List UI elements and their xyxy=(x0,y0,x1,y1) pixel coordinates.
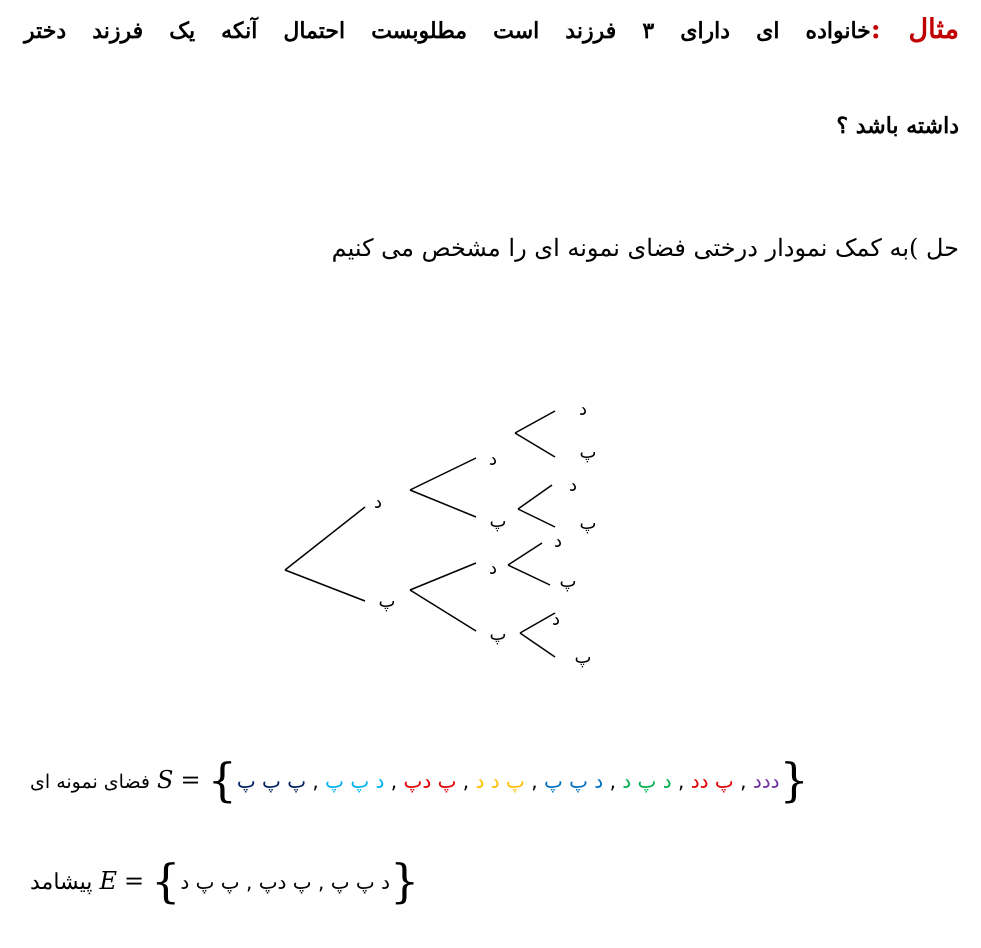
tree-branch xyxy=(410,590,476,631)
outcome-separator: , xyxy=(384,769,404,793)
outcome-separator: , xyxy=(603,769,623,793)
outcome-separator: , xyxy=(311,870,331,894)
sample-outcome: پ دد xyxy=(690,769,734,793)
sample-outcome: پ پ پ xyxy=(236,769,307,793)
tree-branch xyxy=(515,433,555,457)
tree-node-level1-boy: پ xyxy=(378,591,396,612)
sample-outcome: ددد xyxy=(752,769,780,793)
problem-statement xyxy=(24,14,959,45)
tree-node-level3: پ xyxy=(579,513,597,534)
tree-branch xyxy=(285,570,365,601)
outcome-separator: , xyxy=(524,769,544,793)
tree-branch xyxy=(515,411,555,433)
sample-outcome: د پ پ xyxy=(543,769,604,793)
tree-branch xyxy=(518,485,552,509)
tree-branch xyxy=(508,565,550,585)
event-outcome: پ پ د xyxy=(180,870,240,894)
close-brace: } xyxy=(390,854,420,908)
sample-outcome: پ دپ xyxy=(403,769,457,793)
close-brace: } xyxy=(779,753,809,807)
equals-sign: = xyxy=(180,766,201,794)
event-outcomes xyxy=(180,870,390,894)
tree-node-level3: پ xyxy=(574,647,592,668)
tree-branch xyxy=(508,543,542,565)
tree-node-level3: د xyxy=(578,399,588,420)
tree-node-level2: د xyxy=(488,449,498,470)
tree-branch xyxy=(410,458,476,490)
tree-node-level2: پ xyxy=(489,624,507,645)
tree-branch xyxy=(520,613,555,633)
tree-node-level3: د xyxy=(551,609,561,630)
event-symbol: E xyxy=(99,867,117,895)
outcome-separator: , xyxy=(239,870,259,894)
event-label: پیشامد xyxy=(30,870,93,895)
sample-outcome: د پ د xyxy=(622,769,672,793)
tree-node-level2: پ xyxy=(489,511,507,532)
outcome-separator: , xyxy=(456,769,476,793)
tree-branch xyxy=(410,490,476,517)
event-equation xyxy=(30,854,420,908)
problem-text: خانواده ای دارای ۳ فرزند است مطلوبست احتمال آنکه یک فرزند دختر xyxy=(24,18,871,44)
sample-outcome: پ د د xyxy=(475,769,525,793)
tree-branch xyxy=(285,507,365,570)
tree-node-level3: د xyxy=(553,531,563,552)
sample-space-equation xyxy=(30,753,809,807)
solution-intro: حل )به کمک نمودار درختی فضای نمونه ای را مشخص می کنیم xyxy=(331,234,959,262)
tree-branch xyxy=(410,563,476,590)
problem-text-continued: داشته باشد ؟ xyxy=(836,113,959,139)
event-outcome: پ دپ xyxy=(258,870,312,894)
sample-outcome: د پ پ xyxy=(325,769,385,793)
open-brace: { xyxy=(151,854,181,908)
tree-node-level1-girl: د xyxy=(373,492,383,513)
outcome-separator: , xyxy=(671,769,691,793)
event-outcome: د پ پ xyxy=(330,870,390,894)
probability-tree-diagram xyxy=(250,395,630,680)
example-label: مثال : xyxy=(870,14,960,45)
outcome-separator: , xyxy=(306,769,326,793)
tree-node-level3: د xyxy=(568,475,578,496)
open-brace: { xyxy=(207,753,237,807)
outcome-separator: , xyxy=(733,769,753,793)
sample-space-outcomes xyxy=(237,769,780,793)
tree-node-level3: پ xyxy=(559,571,577,592)
tree-branch xyxy=(518,509,555,527)
tree-node-level3: پ xyxy=(579,442,597,463)
equals-sign: = xyxy=(123,867,145,895)
sample-space-symbol: S xyxy=(157,766,174,794)
tree-branch xyxy=(520,633,555,657)
tree-node-level2: د xyxy=(488,558,498,579)
sample-space-label: فضای نمونه ای xyxy=(30,771,151,793)
